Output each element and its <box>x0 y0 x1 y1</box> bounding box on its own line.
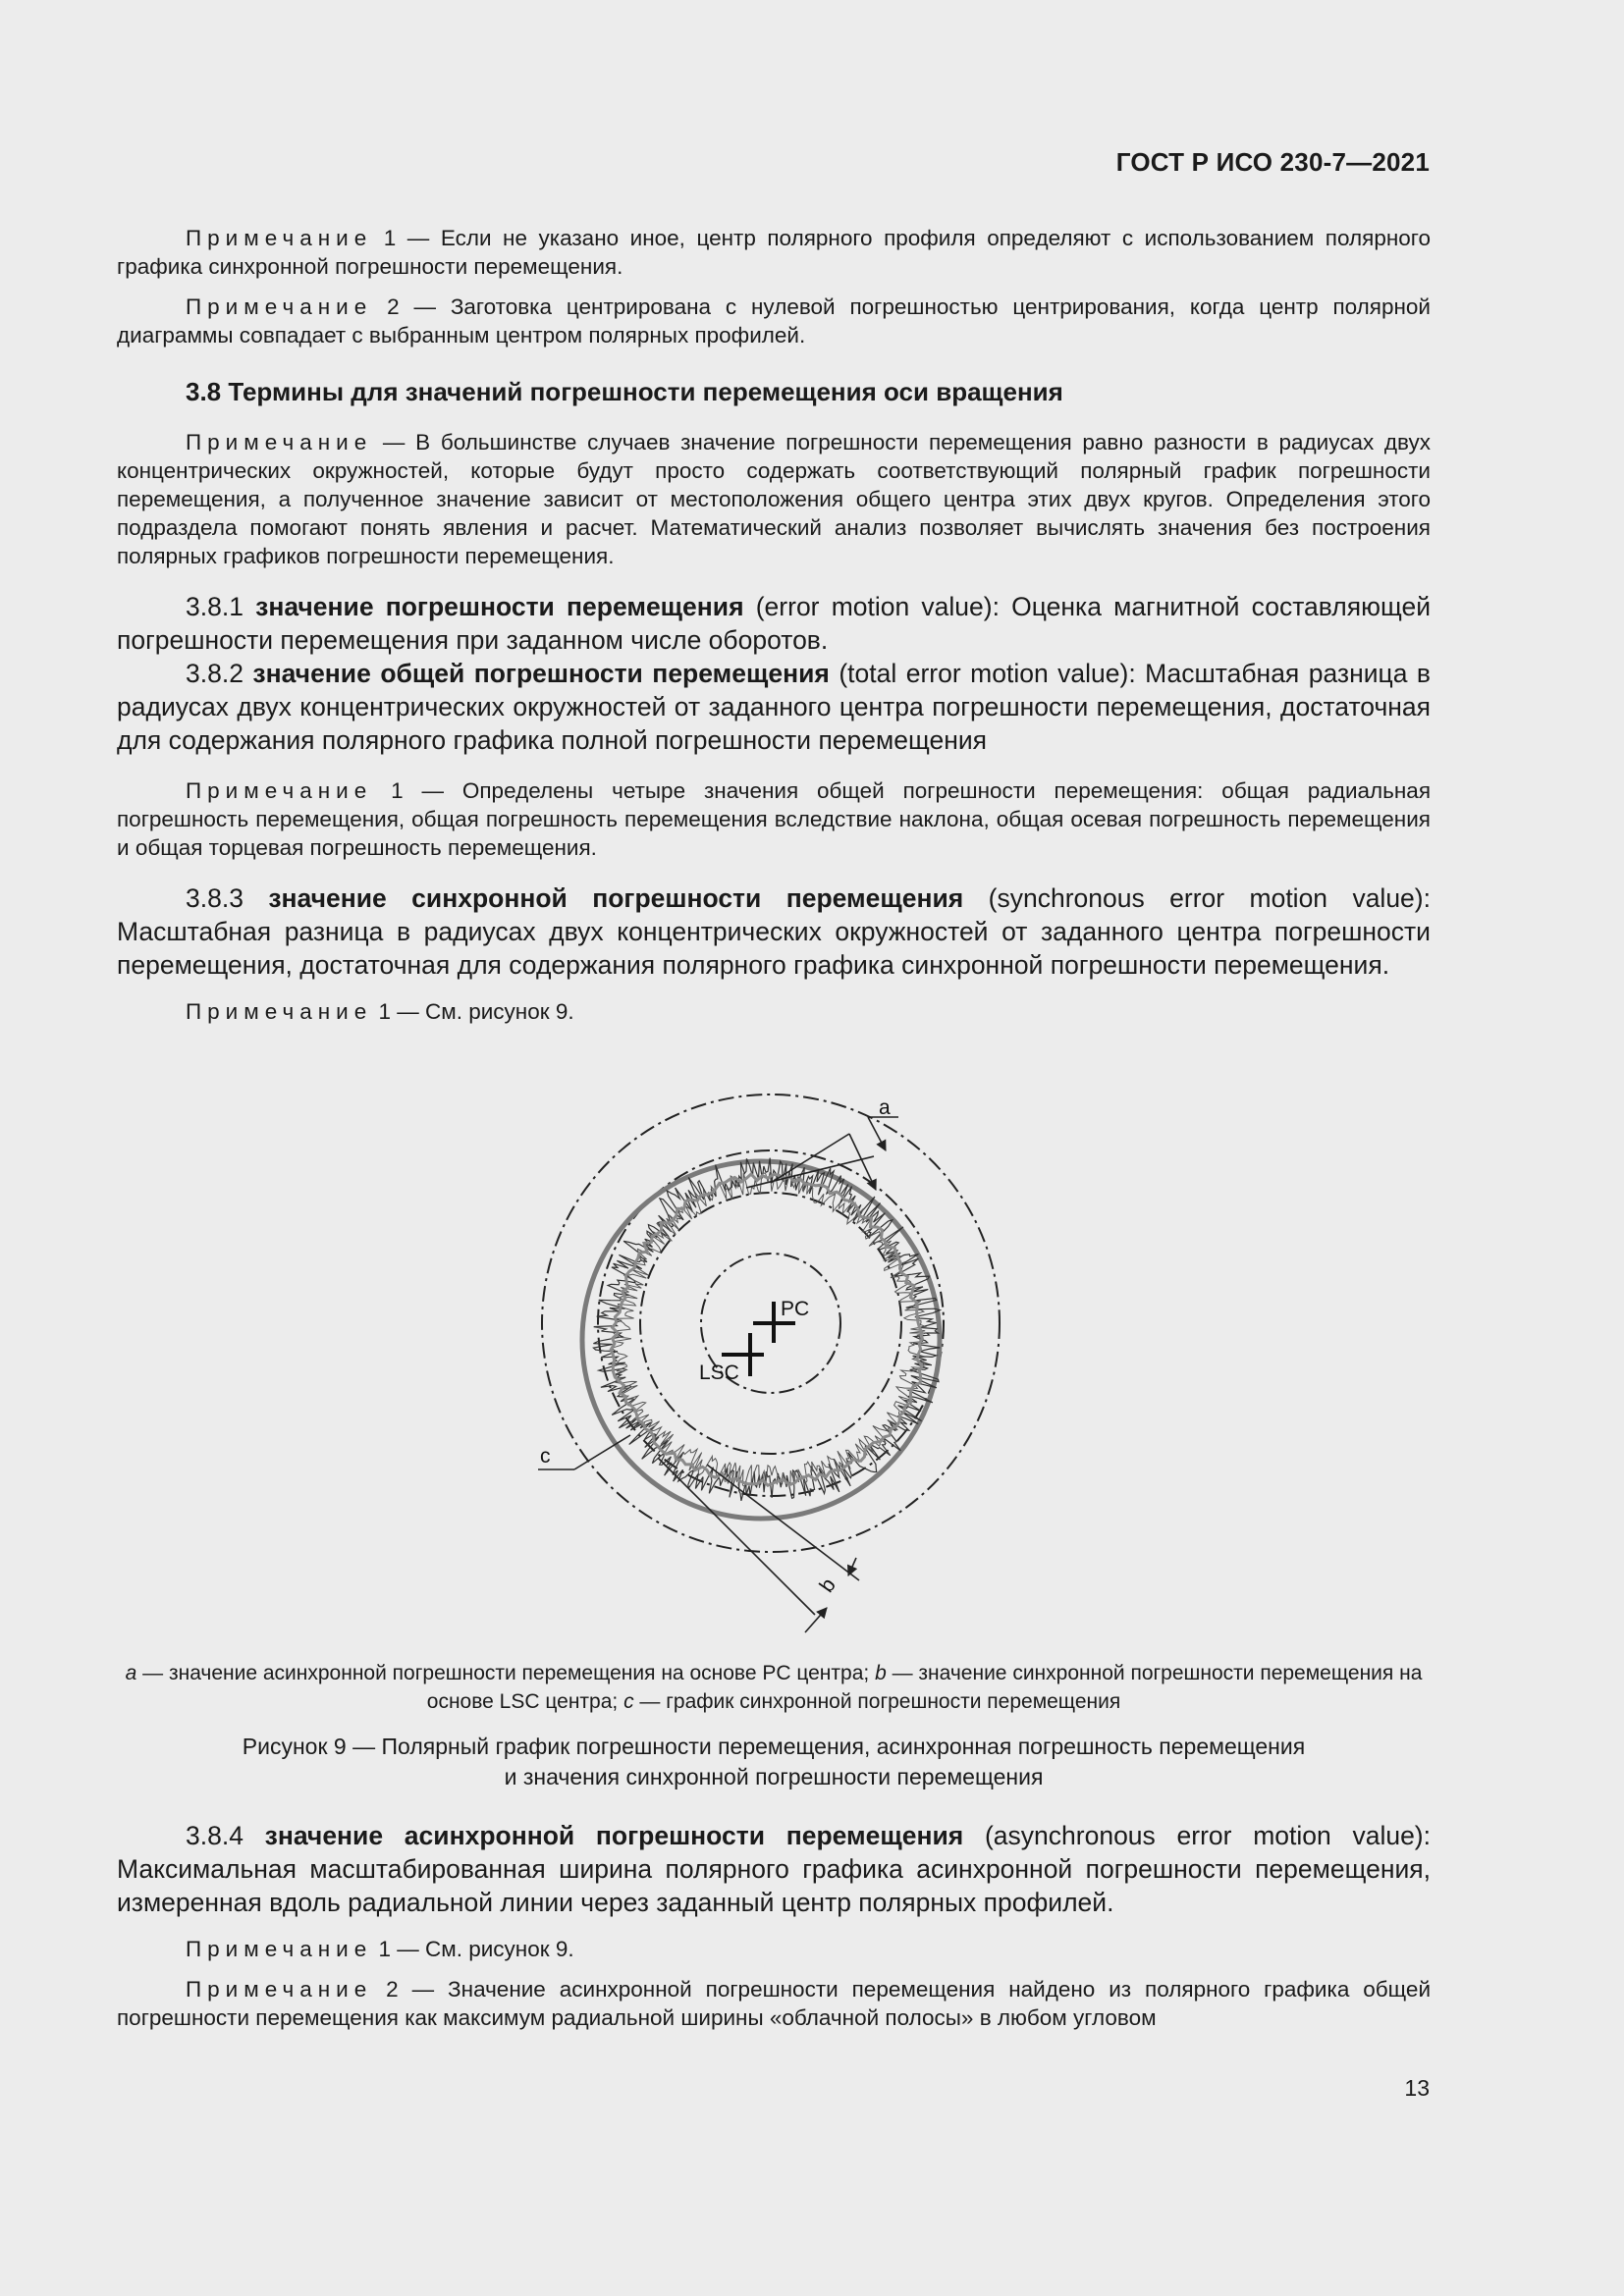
note-3-8-2: Примечание 1 — Определены четыре значения общей погрешности перемещения: общая радиальная погрешность перемещения, общая погрешность перемещения вследствие наклона, общая осевая погрешность перемещения и общая торцевая погрешность перемещения. <box>117 778 1432 860</box>
pc-label: PC <box>781 1298 810 1320</box>
term-3-8-1: 3.8.1 значение погрешности перемещения (error motion value): Оценка магнитной составляющей погрешности перемещения при заданном числе оборотов. <box>117 592 1431 655</box>
note-2: Примечание 2 — Заготовка центрирована с нулевой погрешностью центрирования, когда центр полярной диаграммы совпадает с выбранным центром полярных профилей. <box>117 294 1431 347</box>
term-3-8-4: 3.8.4 значение асинхронной погрешности перемещения (asynchronous error motion value): Максимальная масштабированная ширина полярного графика асинхронной погрешности перемещения, измеренная вдоль радиальной линии через заданный центр полярных профилей. <box>117 1821 1431 1917</box>
figure-title: Рисунок 9 — Полярный график погрешности перемещения, асинхронная погрешность перемещения и значения синхронной погрешности перемещения <box>242 1734 1306 1789</box>
page-number: 13 <box>1404 2075 1430 2101</box>
section-note: Примечание — В большинстве случаев значение погрешности перемещения равно разности в радиусах двух концентрических окружностей, которые будут просто содержать соответствующий полярный график погрешности перемещения, а полученное значение зависит от местоположения общего центра этих двух кругов. Определения этого подраздела помогают понять явления и расчет. Математический анализ позволяет вычислять значения без построения полярных графиков погрешности перемещения. <box>117 430 1431 568</box>
error-motion-band <box>593 1158 940 1501</box>
dimension-a-label: a <box>879 1096 891 1119</box>
polar-plot-figure <box>511 1070 1021 1639</box>
lsc-label: LSC <box>699 1362 739 1384</box>
note-3-8-3: Примечание 1 — См. рисунок 9. <box>186 999 574 1024</box>
curve-c-label: c <box>540 1445 551 1468</box>
content-bottom <box>117 1819 1431 2032</box>
dimension-b-label: b <box>815 1574 840 1597</box>
note-3-8-4-2: Примечание 2 — Значение асинхронной погрешности перемещения найдено из полярного графика общей погрешности перемещения как максимум радиальной ширины «облачной полосы» в любом угловом <box>117 1977 1432 2030</box>
term-3-8-2: 3.8.2 значение общей погрешности перемещения (total error motion value): Масштабная разница в радиусах двух концентрических окружностей от заданного центра погрешности перемещения, достаточная для содержания полярного графика полной погрешности перемещения <box>117 659 1431 755</box>
lsc-circle <box>582 1161 940 1519</box>
document-code-header: ГОСТ Р ИСО 230-7—2021 <box>1115 147 1430 177</box>
note-1: Примечание 1 — Если не указано иное, центр полярного профиля определяют с использованием полярного графика синхронной погрешности перемещения. <box>117 226 1431 279</box>
term-3-8-3: 3.8.3 значение синхронной погрешности перемещения (synchronous error motion value): Масштабная разница в радиусах двух концентрических окружностей от заданного центра погрешности перемещения, достаточная для содержания полярного графика синхронной погрешности перемещения. <box>117 883 1431 980</box>
content-top <box>117 224 1431 1026</box>
figure-legend: a — значение асинхронной погрешности перемещения на основе PC центра; b — значение синхронной погрешности перемещения на основе LSC центра; c — график синхронной погрешности перемещения <box>125 1662 1423 1713</box>
section-heading: 3.8 Термины для значений погрешности перемещения оси вращения <box>186 377 1063 406</box>
note-3-8-4-1: Примечание 1 — См. рисунок 9. <box>186 1937 574 1961</box>
